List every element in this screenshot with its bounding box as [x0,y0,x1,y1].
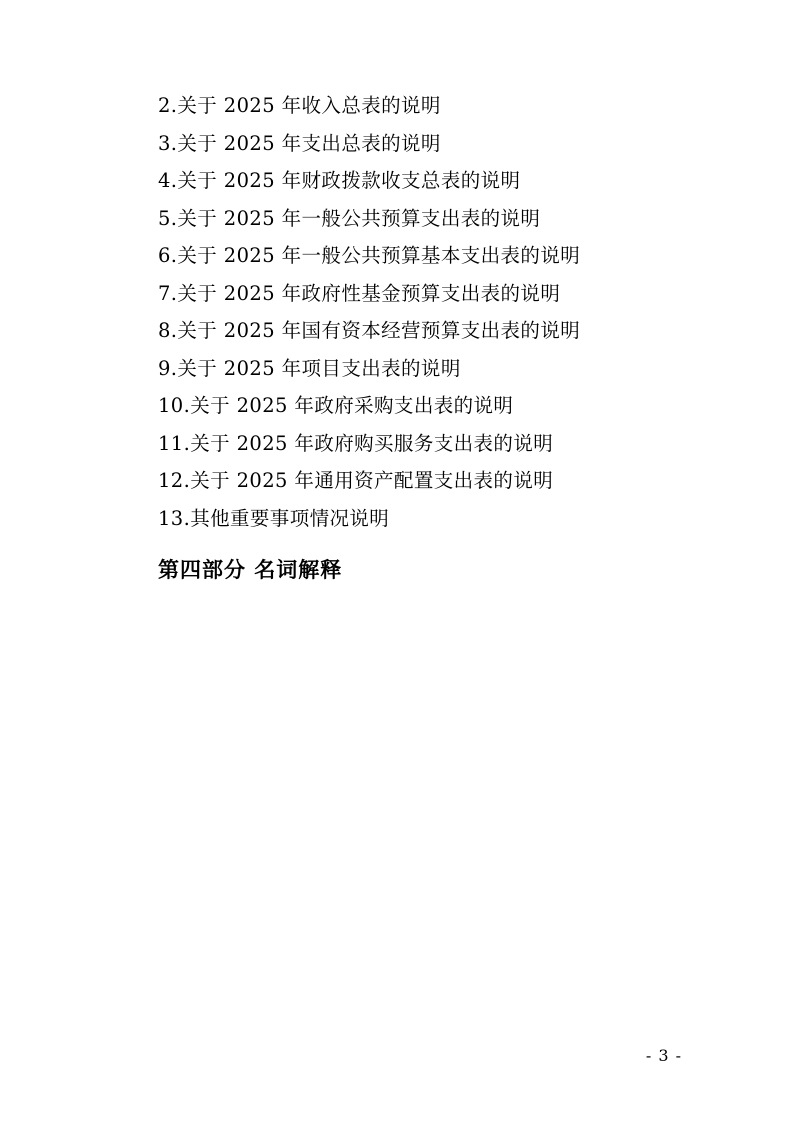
section-heading: 第四部分 名词解释 [158,558,343,582]
list-item: 12.关于 2025 年通用资产配置支出表的说明 [158,469,554,492]
page-number: - 3 - [645,1046,682,1065]
list-item: 5.关于 2025 年一般公共预算支出表的说明 [158,206,541,230]
list-item: 6.关于 2025 年一般公共预算基本支出表的说明 [158,244,581,267]
list-item: 8.关于 2025 年国有资本经营预算支出表的说明 [158,319,581,342]
list-item: 3.关于 2025 年支出总表的说明 [158,131,441,155]
list-item: 2.关于 2025 年收入总表的说明 [158,94,441,117]
list-item: 7.关于 2025 年政府性基金预算支出表的说明 [158,281,561,305]
list-item: 4.关于 2025 年财政拨款收支总表的说明 [158,169,521,192]
list-item: 13.其他重要事项情况说明 [158,506,390,530]
list-item: 10.关于 2025 年政府采购支出表的说明 [158,394,514,417]
list-item: 9.关于 2025 年项目支出表的说明 [158,356,461,380]
table-of-contents [158,96,682,528]
list-item: 11.关于 2025 年政府购买服务支出表的说明 [158,431,554,455]
